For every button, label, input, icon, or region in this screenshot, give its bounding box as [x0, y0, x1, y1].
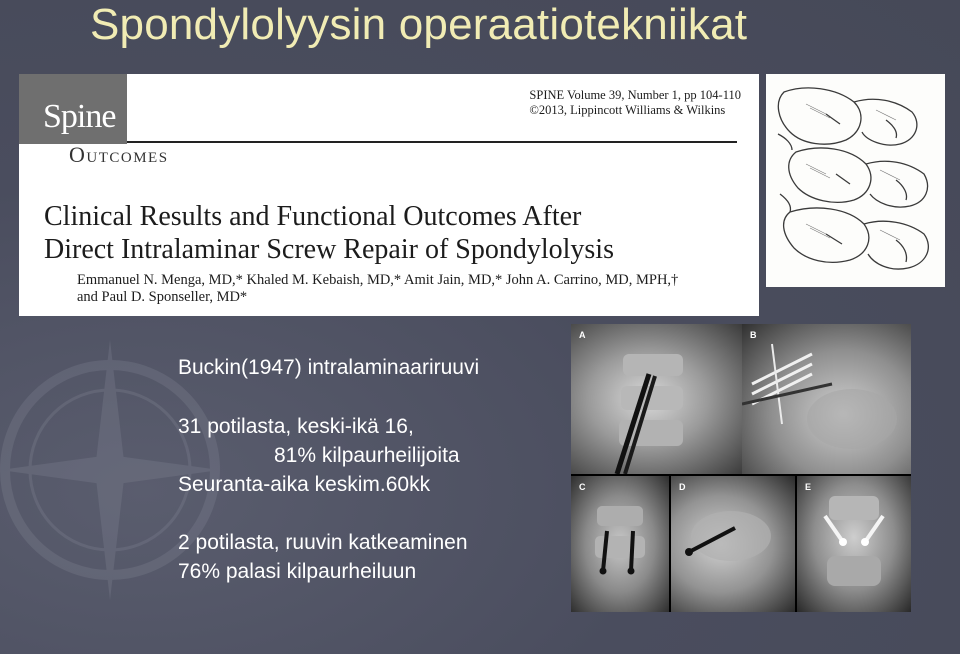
section-label: Outcomes	[69, 142, 169, 167]
bullet-item: 31 potilasta, keski-ikä 16,	[178, 415, 414, 438]
article-citation	[529, 88, 741, 118]
bullet-item: Seuranta-aika keskim.60kk	[178, 473, 431, 496]
xray-panel-b	[742, 324, 911, 474]
citation-line-1: SPINE Volume 39, Number 1, pp 104-110	[529, 88, 741, 102]
article-title-line-1: Clinical Results and Functional Outcomes After	[44, 201, 582, 232]
xray-panel-c	[571, 476, 669, 612]
article-title-line-2: Direct Intralaminar Screw Repair of Spondylolysis	[44, 234, 614, 265]
bullet-item: Buckin(1947) intralaminaariruuvi	[178, 356, 480, 379]
xray-panel-a	[571, 324, 742, 474]
header-rule	[127, 141, 737, 143]
spine-drawing-image	[766, 74, 945, 287]
journal-name: Spine	[43, 98, 116, 135]
article-header-image	[19, 74, 759, 316]
xray-label: E	[805, 482, 812, 492]
article-authors	[77, 272, 678, 306]
slide-title: Spondylolyysin operaatiotekniikat	[90, 0, 748, 49]
article-title	[44, 200, 614, 266]
bullet-item: 76% palasi kilpaurheiluun	[178, 560, 417, 583]
bullet-item: 2 potilasta, ruuvin katkeaminen	[178, 531, 468, 554]
citation-line-2: ©2013, Lippincott Williams & Wilkins	[529, 103, 726, 117]
authors-line-2: and Paul D. Sponseller, MD*	[77, 289, 248, 305]
bullet-item: 81% kilpaurheilijoita	[274, 444, 460, 467]
xray-panel-e	[797, 476, 911, 612]
xray-figure	[571, 324, 911, 612]
xray-label: D	[679, 482, 686, 492]
authors-line-1: Emmanuel N. Menga, MD,* Khaled M. Kebaish, MD,* Amit Jain, MD,* John A. Carrino, MD, MPH,†	[77, 272, 679, 288]
xray-label: C	[579, 482, 586, 492]
xray-label: B	[750, 330, 757, 340]
xray-label: A	[579, 330, 586, 340]
xray-panel-d	[671, 476, 795, 612]
